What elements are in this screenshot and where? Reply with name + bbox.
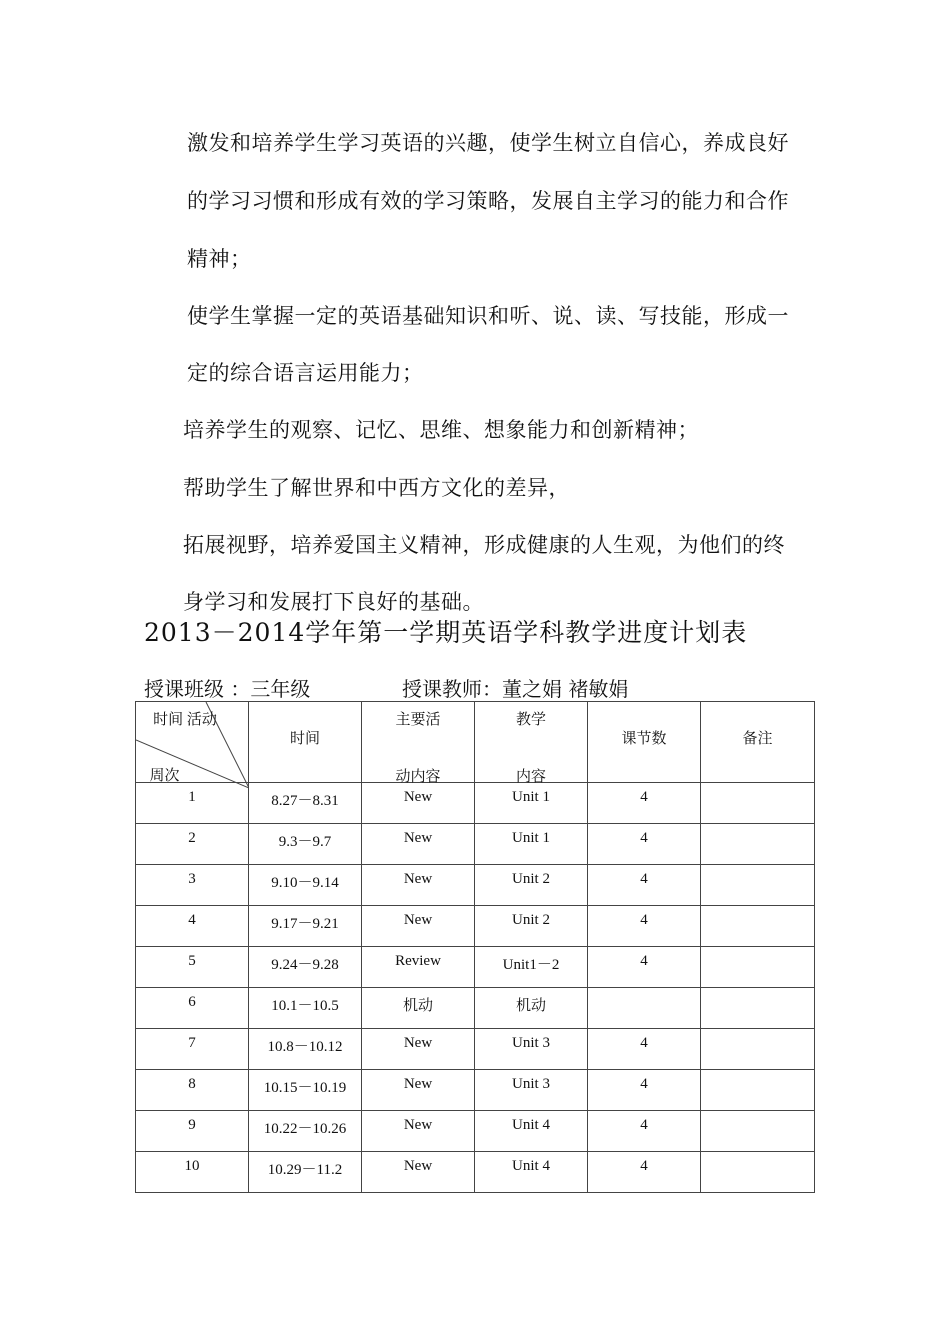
header-notes-cell [701, 702, 815, 783]
header-content-top: 教学 [515, 712, 546, 728]
goal-paragraph-1-line-2: 的学习习惯和形成有效的学习策略，发展自主学习的能力和合作 [187, 189, 789, 213]
activity-cell: New [362, 824, 475, 865]
content-cell: Unit 1 [475, 783, 588, 824]
table-row [136, 783, 815, 824]
notes-cell [701, 865, 815, 906]
teacher-label: 授课教师：董之娟 褚敏娟 [402, 677, 629, 701]
week-cell: 9 [136, 1111, 249, 1152]
goal-paragraph-5-line-1: 拓展视野，培养爱国主义精神，形成健康的人生观，为他们的终 [183, 533, 785, 557]
activity-cell: Review [362, 947, 475, 988]
goal-paragraph-5-line-2: 身学习和发展打下良好的基础。 [183, 590, 484, 614]
header-time: 时间 [289, 731, 320, 747]
week-cell: 8 [136, 1070, 249, 1111]
lessons-cell: 4 [588, 947, 701, 988]
content-cell: Unit 3 [475, 1070, 588, 1111]
content-cell: Unit 1 [475, 824, 588, 865]
lessons-cell: 4 [588, 1152, 701, 1193]
table-row [136, 906, 815, 947]
header-notes: 备注 [742, 731, 773, 747]
lessons-cell: 4 [588, 783, 701, 824]
header-lessons-cell [588, 702, 701, 783]
schedule-table [135, 701, 815, 1193]
table-row [136, 865, 815, 906]
notes-cell [701, 824, 815, 865]
header-lessons: 课节数 [621, 731, 667, 747]
table-row [136, 988, 815, 1029]
table-row [136, 947, 815, 988]
table-row [136, 1070, 815, 1111]
table-header-row [136, 702, 815, 783]
header-activity-top: 主要活 [395, 712, 441, 728]
activity-cell: New [362, 1152, 475, 1193]
goal-paragraph-2-line-1: 使学生掌握一定的英语基础知识和听、说、读、写技能，形成一 [187, 304, 789, 328]
activity-cell: New [362, 865, 475, 906]
time-cell: 10.29－11.2 [249, 1152, 362, 1193]
lessons-cell: 4 [588, 1070, 701, 1111]
content-cell: Unit 3 [475, 1029, 588, 1070]
notes-cell [701, 988, 815, 1029]
time-cell: 10.8－10.12 [249, 1029, 362, 1070]
lessons-cell: 4 [588, 1029, 701, 1070]
notes-cell [701, 783, 815, 824]
content-cell: Unit 4 [475, 1111, 588, 1152]
content-cell: Unit1－2 [475, 947, 588, 988]
header-corner-top: 时间 活动 [153, 712, 217, 728]
activity-cell: New [362, 783, 475, 824]
table-row [136, 824, 815, 865]
activity-cell: New [362, 1029, 475, 1070]
notes-cell [701, 1111, 815, 1152]
time-cell: 10.1－10.5 [249, 988, 362, 1029]
time-cell: 9.10－9.14 [249, 865, 362, 906]
week-cell: 10 [136, 1152, 249, 1193]
activity-cell: New [362, 906, 475, 947]
header-activity-cell [362, 702, 475, 783]
page-title: 2013－2014学年第一学期英语学科教学进度计划表 [144, 618, 748, 647]
header-corner-cell [136, 702, 249, 783]
activity-cell: New [362, 1111, 475, 1152]
week-cell: 5 [136, 947, 249, 988]
table-row [136, 1029, 815, 1070]
time-cell: 10.22－10.26 [249, 1111, 362, 1152]
lessons-cell: 4 [588, 1111, 701, 1152]
lessons-cell [588, 988, 701, 1029]
goal-paragraph-3: 培养学生的观察、记忆、思维、想象能力和创新精神； [183, 418, 699, 442]
week-cell: 3 [136, 865, 249, 906]
content-cell: Unit 2 [475, 906, 588, 947]
notes-cell [701, 947, 815, 988]
class-label: 授课班级 ：三年级 [144, 677, 311, 701]
activity-cell: New [362, 1070, 475, 1111]
notes-cell [701, 1070, 815, 1111]
table-row [136, 1152, 815, 1193]
header-content-cell [475, 702, 588, 783]
time-cell: 9.3－9.7 [249, 824, 362, 865]
goal-paragraph-1-line-1: 激发和培养学生学习英语的兴趣，使学生树立自信心，养成良好 [187, 131, 789, 155]
week-cell: 1 [136, 783, 249, 824]
time-cell: 8.27－8.31 [249, 783, 362, 824]
time-cell: 9.24－9.28 [249, 947, 362, 988]
notes-cell [701, 1152, 815, 1193]
week-cell: 2 [136, 824, 249, 865]
notes-cell [701, 906, 815, 947]
header-corner-bottom: 周次 [149, 768, 180, 784]
goal-paragraph-4: 帮助学生了解世界和中西方文化的差异， [183, 476, 570, 500]
goal-paragraph-1-line-3: 精神； [187, 247, 252, 271]
header-content-bottom: 内容 [515, 769, 546, 785]
activity-cell: 机动 [362, 988, 475, 1029]
header-activity-bottom: 动内容 [395, 769, 441, 785]
goal-paragraph-2-line-2: 定的综合语言运用能力； [187, 361, 424, 385]
content-cell: Unit 4 [475, 1152, 588, 1193]
notes-cell [701, 1029, 815, 1070]
time-cell: 10.15－10.19 [249, 1070, 362, 1111]
content-cell: Unit 2 [475, 865, 588, 906]
table-row [136, 1111, 815, 1152]
time-cell: 9.17－9.21 [249, 906, 362, 947]
lessons-cell: 4 [588, 865, 701, 906]
lessons-cell: 4 [588, 906, 701, 947]
week-cell: 4 [136, 906, 249, 947]
content-cell: 机动 [475, 988, 588, 1029]
lessons-cell: 4 [588, 824, 701, 865]
week-cell: 6 [136, 988, 249, 1029]
header-time-cell [249, 702, 362, 783]
week-cell: 7 [136, 1029, 249, 1070]
